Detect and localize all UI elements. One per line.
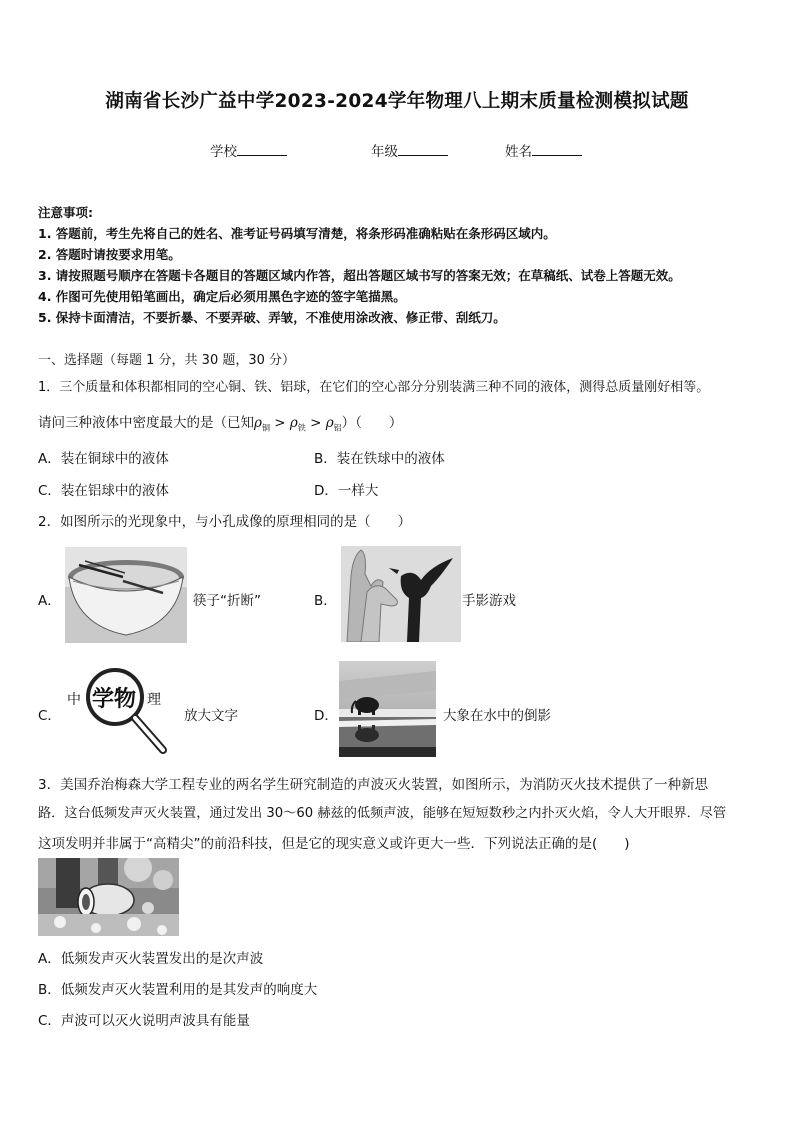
q3-stem-line2: 路．这台低频发声灭火装置，通过发出 30～60 赫兹的低频声波，能够在短短数秒之内扑灭火焰，令人大开眼界．尽管 bbox=[38, 806, 727, 821]
section-heading: 一、选择题（每题 1 分，共 30 题，30 分） bbox=[38, 353, 296, 368]
name-label: 姓名 bbox=[505, 144, 532, 160]
notice-heading: 注意事项: bbox=[38, 205, 93, 220]
notice-item: 2. 答题时请按要求用笔。 bbox=[38, 247, 181, 262]
school-blank bbox=[237, 142, 287, 156]
magnifier-text-right: 理 bbox=[147, 692, 161, 708]
q3-option-b: B．低频发声灭火装置利用的是其发声的响度大 bbox=[38, 982, 318, 998]
gt-sign: > bbox=[274, 415, 286, 431]
q2-option-a-letter: A． bbox=[38, 593, 61, 609]
exam-title: 湖南省长沙广益中学2023-2024学年物理八上期末质量检测模拟试题 bbox=[105, 91, 689, 112]
grade-blank bbox=[398, 142, 448, 156]
sound-extinguisher-image bbox=[38, 858, 179, 936]
school-field bbox=[210, 140, 287, 160]
q3-stem-line3: 这项发明并非属于“高精尖”的前沿科技，但是它的现实意义或许更大一些．下列说法正确的是( ) bbox=[38, 836, 630, 852]
q1-option-b: B．装在铁球中的液体 bbox=[314, 451, 445, 467]
q2-option-d-letter: D． bbox=[314, 708, 338, 724]
rho-symbol: ρ bbox=[289, 415, 298, 431]
grade-label: 年级 bbox=[371, 144, 398, 160]
sub-iron: 铁 bbox=[297, 423, 306, 433]
rho-symbol: ρ bbox=[254, 415, 262, 431]
magnifier-text-left: 中 bbox=[67, 692, 81, 708]
q2-option-c-caption: 放大文字 bbox=[184, 708, 238, 724]
elephant-reflection-image bbox=[339, 661, 436, 757]
q2-option-c-letter: C． bbox=[38, 708, 61, 724]
q1-option-c: C．装在铝球中的液体 bbox=[38, 483, 169, 499]
q1-prefix: 请问三种液体中密度最大的是（已知 bbox=[38, 415, 254, 431]
grade-field bbox=[371, 140, 448, 160]
magnifier-text-center: 学物 bbox=[92, 686, 137, 712]
notice-item: 3. 请按照题号顺序在答题卡各题目的答题区域内作答，超出答题区域书写的答案无效；在草稿纸、试卷上答题无效。 bbox=[38, 268, 681, 283]
q1-option-d: D．一样大 bbox=[314, 483, 379, 499]
q1-option-a: A．装在铜球中的液体 bbox=[38, 451, 169, 467]
q3-option-a: A．低频发声灭火装置发出的是次声波 bbox=[38, 951, 264, 967]
q3-stem-line1: 3．美国乔治梅森大学工程专业的两名学生研究制造的声波灭火装置，如图所示，为消防灭火技术提供了一种新思 bbox=[38, 777, 709, 793]
notice-item: 4. 作图可先使用铅笔画出，确定后必须用黑色字迹的签字笔描黑。 bbox=[38, 289, 406, 304]
q1-stem-line2 bbox=[38, 411, 402, 434]
rho-symbol: ρ bbox=[325, 415, 334, 431]
q1-stem-line1: 1．三个质量和体积都相同的空心铜、铁、铝球，在它们的空心部分分别装满三种不同的液体，测得总质量刚好相等。 bbox=[38, 380, 710, 395]
name-field bbox=[505, 140, 582, 160]
magnifier-image bbox=[63, 664, 175, 758]
q3-option-c: C．声波可以灭火说明声波具有能量 bbox=[38, 1013, 250, 1029]
name-blank bbox=[532, 142, 582, 156]
hand-shadow-image bbox=[341, 546, 461, 642]
q2-stem: 2．如图所示的光现象中，与小孔成像的原理相同的是（ ） bbox=[38, 514, 412, 530]
school-label: 学校 bbox=[210, 144, 237, 160]
q2-option-b-caption: 手影游戏 bbox=[462, 593, 516, 609]
q2-option-b-letter: B． bbox=[314, 593, 337, 609]
chopsticks-bowl-image bbox=[65, 547, 187, 643]
q2-option-d-caption: 大象在水中的倒影 bbox=[443, 708, 551, 724]
sub-copper: 铜 bbox=[261, 423, 270, 433]
gt-sign: > bbox=[310, 415, 322, 431]
q2-option-a-caption: 筷子“折断” bbox=[193, 593, 261, 609]
q1-suffix: ）（ ） bbox=[341, 415, 403, 431]
notice-item: 5. 保持卡面清洁，不要折暴、不要弄破、弄皱，不准使用涂改液、修正带、刮纸刀。 bbox=[38, 310, 506, 325]
sub-aluminum: 铝 bbox=[333, 423, 342, 433]
notice-item: 1. 答题前，考生先将自己的姓名、准考证号码填写清楚，将条形码准确粘贴在条形码区域内。 bbox=[38, 226, 556, 241]
